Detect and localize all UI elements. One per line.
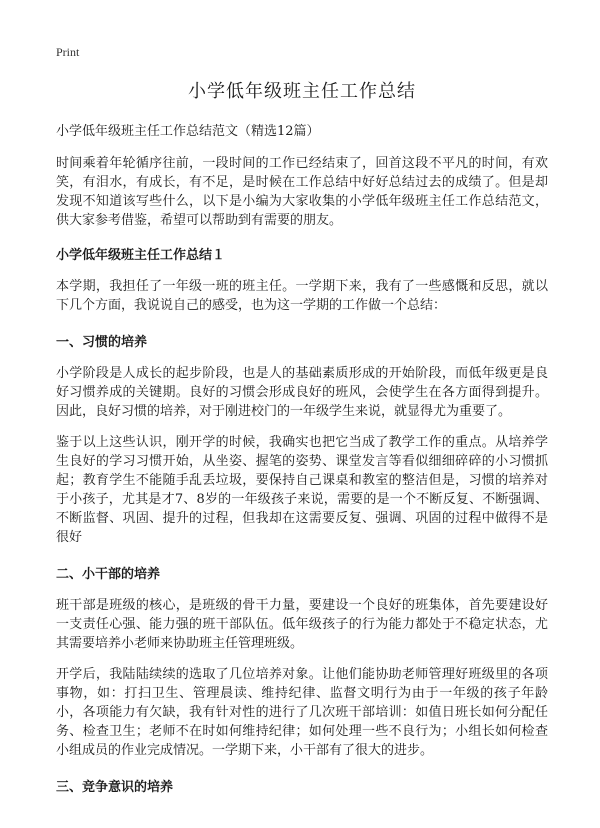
page-title: 小学低年级班主任工作总结 <box>188 81 416 102</box>
part-heading-habits: 一、习惯的培养 <box>56 335 148 350</box>
paragraph: 班干部是班级的核心，是班级的骨干力量，要建设一个良好的班集体，首先要建设好一支责任心强、能力强的班干部队伍。低年级孩子的行为能力都处于不稳定状态，尤其需要培养小老师来协助班主任管理班级。 <box>56 598 548 651</box>
paragraph: 小学阶段是人成长的起步阶段，也是人的基础素质形成的开始阶段，而低年级更是良好习惯养成的关键期。良好的习惯会形成良好的班风，会使学生在各方面得到提升。因此，良好习惯的培养，对于刚进校门的一年级学生来说，就显得尤为重要了。 <box>56 366 548 419</box>
document-subtitle: 小学低年级班主任工作总结范文（精选12篇） <box>56 124 320 139</box>
print-link[interactable]: Print <box>56 45 80 59</box>
part-heading-competition: 三、竞争意识的培养 <box>56 780 174 795</box>
part-heading-cadres: 二、小干部的培养 <box>56 567 161 582</box>
section-intro-paragraph: 本学期，我担任了一年级一班的班主任。一学期下来，我有了一些感慨和反思，就以下几个方面，我说说自己的感受，也为这一学期的工作做一个总结： <box>56 279 548 313</box>
intro-paragraph: 时间乘着年轮循序往前，一段时间的工作已经结束了，回首这段不平凡的时间，有欢笑，有泪水，有成长，有不足，是时候在工作总结中好好总结过去的成绩了。但是却发现不知道该写些什么，以下是小编为大家收集的小学低年级班主任工作总结范文，供大家参考借鉴，希望可以帮助到有需要的朋友。 <box>56 156 548 228</box>
document-body <box>56 80 548 809</box>
paragraph: 开学后，我陆陆续续的选取了几位培养对象。让他们能协助老师管理好班级里的各项事物，如：打扫卫生、管理晨读、维持纪律、监督文明行为由于一年级的孩子年龄小，各项能力有欠缺，我有针对性的进行了几次班干部培训：如值日班长如何分配任务、检查卫生；老师不在时如何维持纪律；如何处理一些不良行为；小组长如何检查小组成员的作业完成情况。一学期下来，小干部有了很大的进步。 <box>56 667 548 758</box>
section-title: 小学低年级班主任工作总结１ <box>56 248 226 263</box>
paragraph: 鉴于以上这些认识，刚开学的时候，我确实也把它当成了教学工作的重点。从培养学生良好的学习习惯开始，从坐姿、握笔的姿势、课堂发言等看似细细碎碎的小习惯抓起；教育学生不能随手乱丢垃圾，要保持自己课桌和教室的整洁但是，习惯的培养对于小孩子，尤其是才7、8岁的一年级孩子来说，需要的是一个不断反复、不断强调、不断监督、巩固、提升的过程，但我却在这需要反复、强调、巩固的过程中做得不是很好 <box>56 435 548 545</box>
